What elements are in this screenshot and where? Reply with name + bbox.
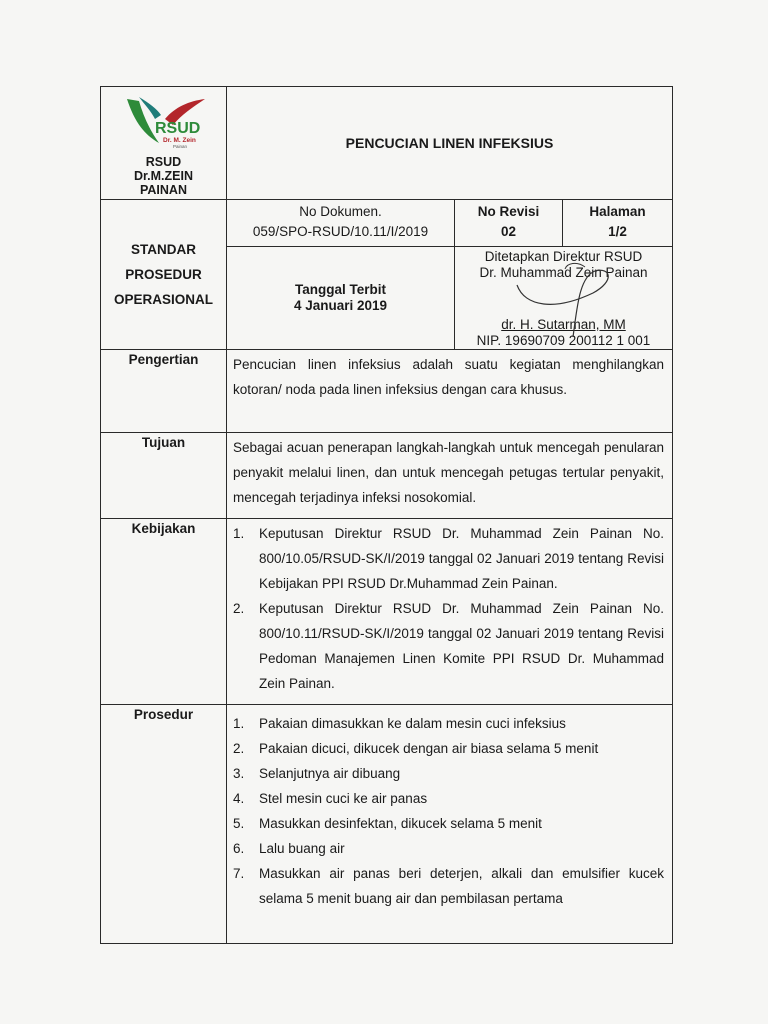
kebijakan-list	[227, 519, 673, 705]
kebijakan-label: Kebijakan	[101, 519, 227, 705]
rsud-logo-icon	[119, 93, 211, 155]
tujuan-text: Sebagai acuan penerapan langkah-langkah untuk mencegah penularan penyakit melalui linen, dan untuk mencegah petugas tertular penyakit, mencegah terjadinya infeksi nosokomial.	[227, 433, 673, 519]
ditetapkan-line1: Ditetapkan Direktur RSUD	[484, 249, 643, 264]
no-revisi-cell	[455, 200, 563, 247]
pengertian-label: Pengertian	[101, 350, 227, 433]
document-type: STANDAR PROSEDUR OPERASIONAL	[101, 200, 227, 350]
tanggal-label: Tanggal Terbit	[295, 282, 386, 297]
tanggal-terbit-cell	[227, 247, 455, 350]
pengertian-text: Pencucian linen infeksius adalah suatu kegiatan menghilangkan kotoran/ noda pada linen infeksius dengan cara khusus.	[227, 350, 673, 433]
tanggal-value: 4 Januari 2019	[293, 298, 388, 313]
list-item: 1. Keputusan Direktur RSUD Dr. Muhammad Zein Painan No. 800/10.05/RSUD-SK/I/2019 tanggal 02 Januari 2019 tentang Revisi Kebijakan PPI RSUD Dr.Muhammad Zein Painan.	[233, 526, 664, 591]
ditetapkan-line2: Dr. Muhammad Zein Painan	[479, 265, 648, 280]
halaman-label: Halaman	[589, 204, 646, 219]
signer-nip: NIP. 19690709 200112 1 001	[476, 333, 651, 348]
halaman-value: 1/2	[608, 224, 627, 239]
svg-text:RSUD: RSUD	[155, 120, 201, 137]
tujuan-label: Tujuan	[101, 433, 227, 519]
hospital-logo-cell	[101, 87, 227, 200]
prosedur-list	[227, 705, 673, 944]
svg-text:Dr. M. Zein: Dr. M. Zein	[163, 137, 196, 144]
no-dokumen-label: No Dokumen.	[299, 204, 382, 219]
list-item: 2. Keputusan Direktur RSUD Dr. Muhammad Zein Painan No. 800/10.11/RSUD-SK/I/2019 tanggal 02 Januari 2019 tentang Revisi Pedoman Manajemen Linen Komite PPI RSUD Dr. Muhammad Zein Painan.	[233, 601, 664, 691]
no-revisi-label: No Revisi	[477, 204, 540, 219]
list-item: 2. Pakaian dicuci, dikucek dengan air biasa selama 5 menit	[233, 741, 599, 756]
approval-cell	[455, 247, 673, 350]
no-dokumen-cell	[227, 200, 455, 247]
spo-table	[100, 86, 673, 944]
list-item: 6. Lalu buang air	[233, 841, 345, 856]
no-dokumen-value: 059/SPO-RSUD/10.11/I/2019	[252, 224, 429, 239]
list-item: 4. Stel mesin cuci ke air panas	[233, 791, 428, 806]
document-title: PENCUCIAN LINEN INFEKSIUS	[227, 87, 673, 200]
hospital-name: RSUD Dr.M.ZEIN PAINAN	[133, 155, 194, 197]
signer-name: dr. H. Sutarman, MM	[501, 317, 626, 332]
prosedur-label: Prosedur	[101, 705, 227, 944]
list-item: 5. Masukkan desinfektan, dikucek selama 5 menit	[233, 816, 542, 831]
halaman-cell	[563, 200, 673, 247]
list-item: 3. Selanjutnya air dibuang	[233, 766, 401, 781]
no-revisi-value: 02	[500, 224, 517, 239]
svg-text:Painan: Painan	[173, 144, 188, 149]
list-item: 1. Pakaian dimasukkan ke dalam mesin cuci infeksius	[233, 716, 566, 731]
list-item: 7. Masukkan air panas beri deterjen, alkali dan emulsifier kucek selama 5 menit buang air dan pembilasan pertama	[233, 866, 664, 906]
